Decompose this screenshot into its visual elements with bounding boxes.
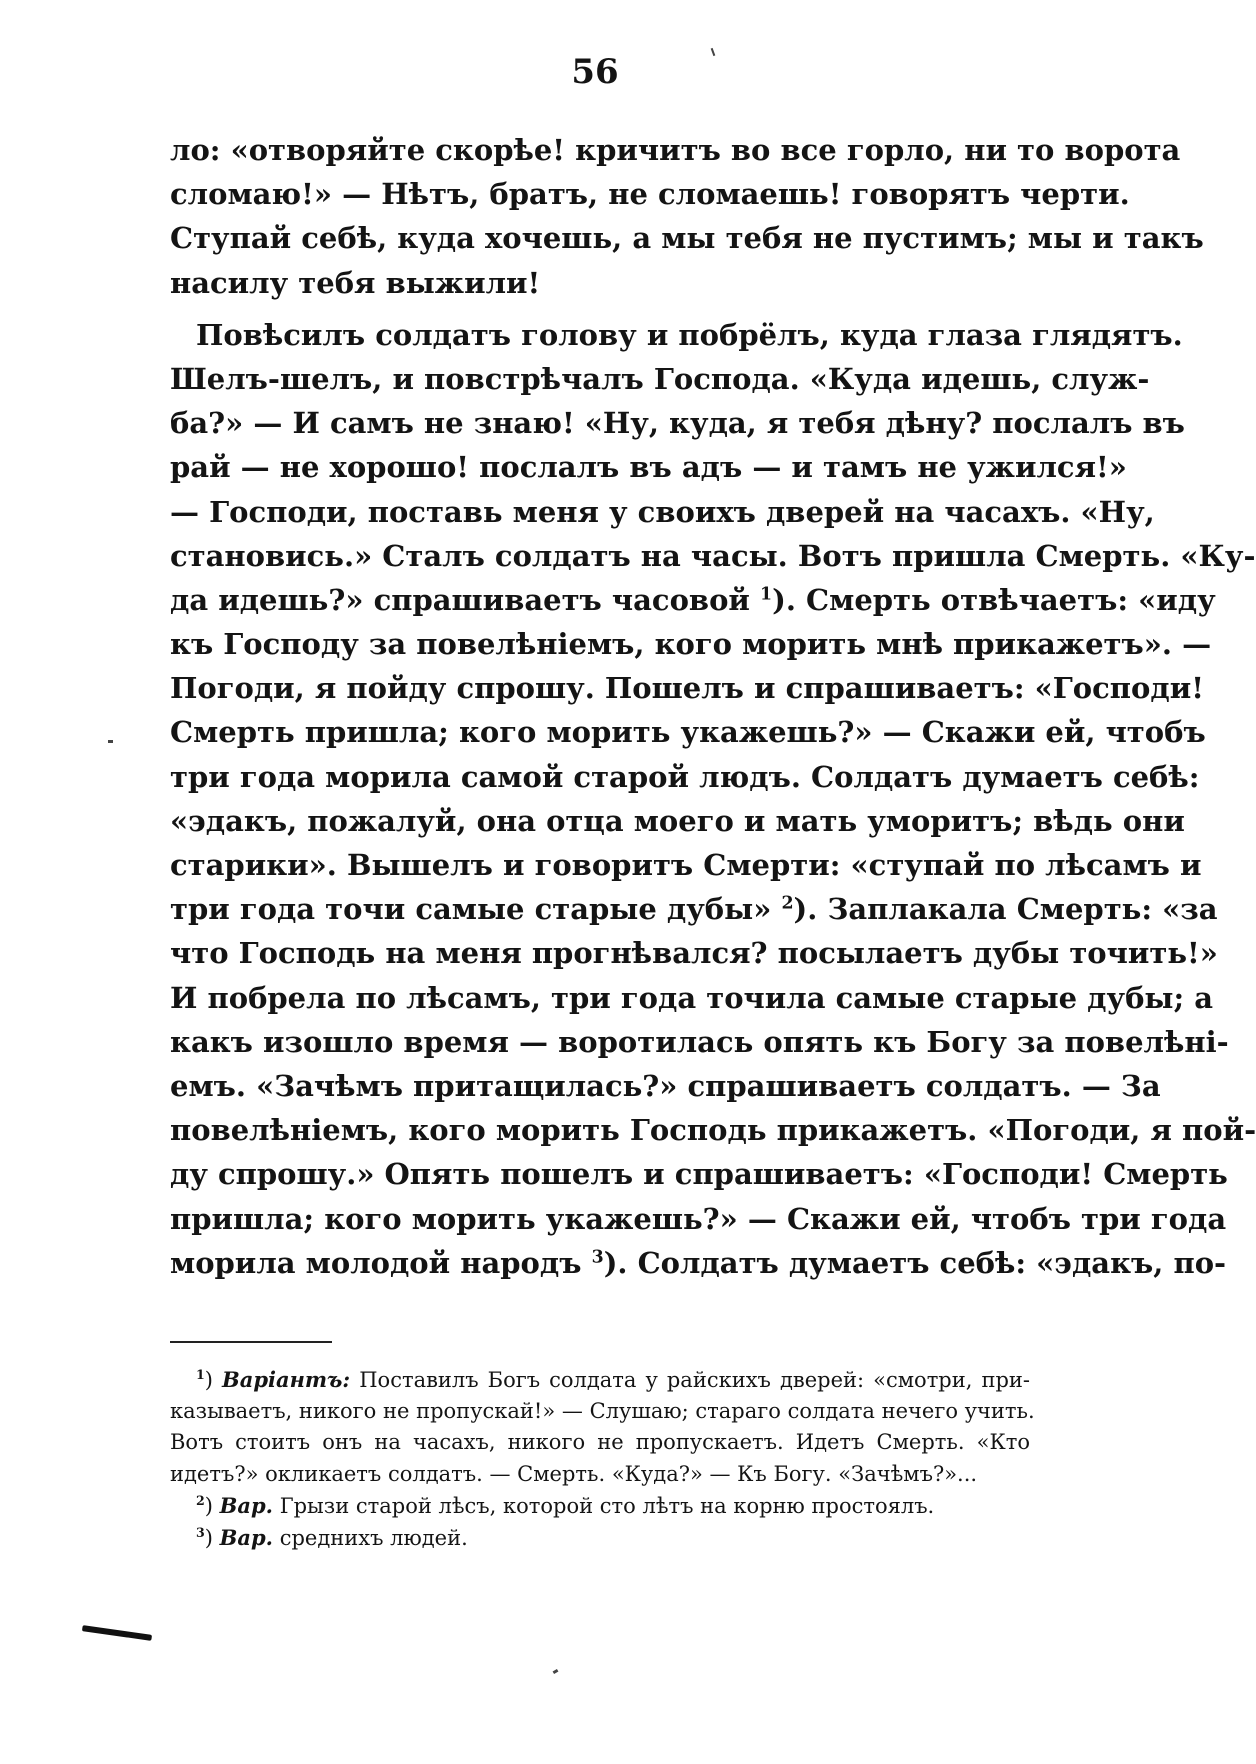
footnote-line: идетъ?» окликаетъ солдатъ. — Смерть. «Куда?» — Къ Богу. «Зачѣмъ?»... — [170, 1461, 978, 1486]
variant-label: Вар. — [219, 1524, 273, 1550]
text-line: что Господь на меня прогнѣвался? посылаетъ дубы точить!» — [170, 936, 1218, 971]
text-line: старики». Вышелъ и говоритъ Смерти: «ступай по лѣсамъ и — [170, 848, 1202, 882]
variant-label: Вар. — [219, 1493, 273, 1518]
page-number: 56 — [571, 52, 619, 92]
text-line: ло: «отворяйте скорѣе! кричитъ во все горло, ни то ворота — [170, 133, 1181, 167]
footnote-line: казываетъ, никого не пропускай!» — Слушаю; стараго солдата нечего учить. — [170, 1398, 1035, 1423]
text-line: Шелъ-шелъ, и повстрѣчалъ Господа. «Куда идешь, служ- — [170, 361, 1150, 396]
text-line: «эдакъ, пожалуй, она отца моего и мать уморитъ; вѣдь они — [170, 803, 1185, 838]
text-line: къ Господу за повелѣніемъ, кого морить мнѣ прикажетъ». — — [170, 627, 1212, 662]
text-fragment: ). Смерть отвѣчаетъ: «иду — [772, 582, 1216, 617]
text-line — [170, 1241, 1227, 1285]
footnote-line: Вотъ стоитъ онъ на часахъ, никого не пропускаетъ. Идетъ Смерть. «Кто — [170, 1430, 1030, 1454]
text-line: Повѣсилъ солдатъ голову и побрёлъ, куда глаза глядятъ. — [196, 317, 1183, 352]
footnotes — [170, 1364, 1035, 1553]
main-text — [170, 128, 1256, 1285]
text-line: Ступай себѣ, куда хочешь, а мы тебя не пустимъ; мы и такъ — [170, 221, 1204, 256]
text-line: повелѣніемъ, кого морить Господь прикажетъ. «Погоди, я пой- — [170, 1113, 1256, 1148]
text-line: — Господи, поставь меня у своихъ дверей на часахъ. «Ну, — [170, 494, 1155, 529]
ink-speck — [553, 1669, 559, 1674]
footnote-2: $^2$) Вар. Грызи старой лѣсъ, которой сто лѣтъ на корню простоялъ. — [196, 1493, 935, 1518]
variant-label: Варіантъ: — [222, 1367, 351, 1392]
text-line: три года морила самой старой людъ. Солдатъ думаетъ себѣ: — [170, 759, 1200, 794]
footnote-text: среднихъ людей. — [279, 1525, 468, 1550]
text-line: ду спрошу.» Опять пошелъ и спрашиваетъ: «Господи! Смерть — [170, 1157, 1228, 1192]
footnote-text: Грызи старой лѣсъ, которой сто лѣтъ на корню простоялъ. — [279, 1494, 935, 1518]
ink-speck — [108, 740, 113, 743]
text-line — [170, 578, 1216, 622]
text-fragment: ). Заплакала Смерть: «за — [793, 892, 1218, 927]
text-line: какъ изошло время — воротилась опять къ Богу за повелѣні- — [170, 1024, 1229, 1059]
ink-stroke — [82, 1625, 152, 1641]
text-line: емъ. «Зачѣмъ притащилась?» спрашиваетъ солдатъ. — За — [170, 1068, 1161, 1103]
text-line: рай — не хорошо! послалъ въ адъ — и тамъ не ужился!» — [170, 450, 1127, 485]
text-fragment: морила молодой народъ — [170, 1245, 582, 1280]
footnote-ref: 3 — [591, 1247, 604, 1268]
footnote-rule — [170, 1341, 332, 1343]
text-line: Смерть пришла; кого морить укажешь?» — Скажи ей, чтобъ — [170, 715, 1206, 750]
text-line: ба?» — И самъ не знаю! «Ну, куда, я тебя дѣну? послалъ въ — [170, 406, 1185, 441]
footnote-3: $^3$) Вар. среднихъ людей. — [196, 1524, 468, 1550]
footnote-1: $^1$) Варіантъ: Поставилъ Богъ солдата у райскихъ дверей: «смотри, при- — [196, 1367, 1030, 1392]
text-line: становись.» Сталъ солдатъ на часы. Вотъ пришла Смерть. «Ку- — [170, 538, 1256, 573]
footnote-number: 3 — [196, 1524, 205, 1540]
text-line: пришла; кого морить укажешь?» — Скажи ей, чтобъ три года — [170, 1201, 1227, 1236]
text-line: насилу тебя выжили! — [170, 265, 541, 300]
text-line: И побрела по лѣсамъ, три года точила самые старые дубы; а — [170, 980, 1214, 1015]
text-fragment: ). Солдатъ думаетъ себѣ: «эдакъ, по- — [603, 1245, 1227, 1280]
text-line: сломаю!» — Нѣтъ, братъ, не сломаешь! говорятъ черти. — [170, 177, 1130, 212]
footnote-ref: 1 — [760, 584, 773, 605]
footnote-text: Поставилъ Богъ солдата у райскихъ дверей: «смотри, при- — [359, 1368, 1030, 1392]
footnote-number: 1 — [196, 1367, 205, 1382]
text-line: Погоди, я пойду спрошу. Пошелъ и спрашиваетъ: «Господи! — [170, 671, 1204, 706]
footnote-ref: 2 — [781, 893, 794, 914]
text-line — [170, 887, 1218, 931]
footnote-number: 2 — [196, 1493, 205, 1508]
text-fragment: да идешь?» спрашиваетъ часовой — [170, 582, 750, 617]
text-fragment: три года точи самые старые дубы» — [170, 892, 772, 927]
